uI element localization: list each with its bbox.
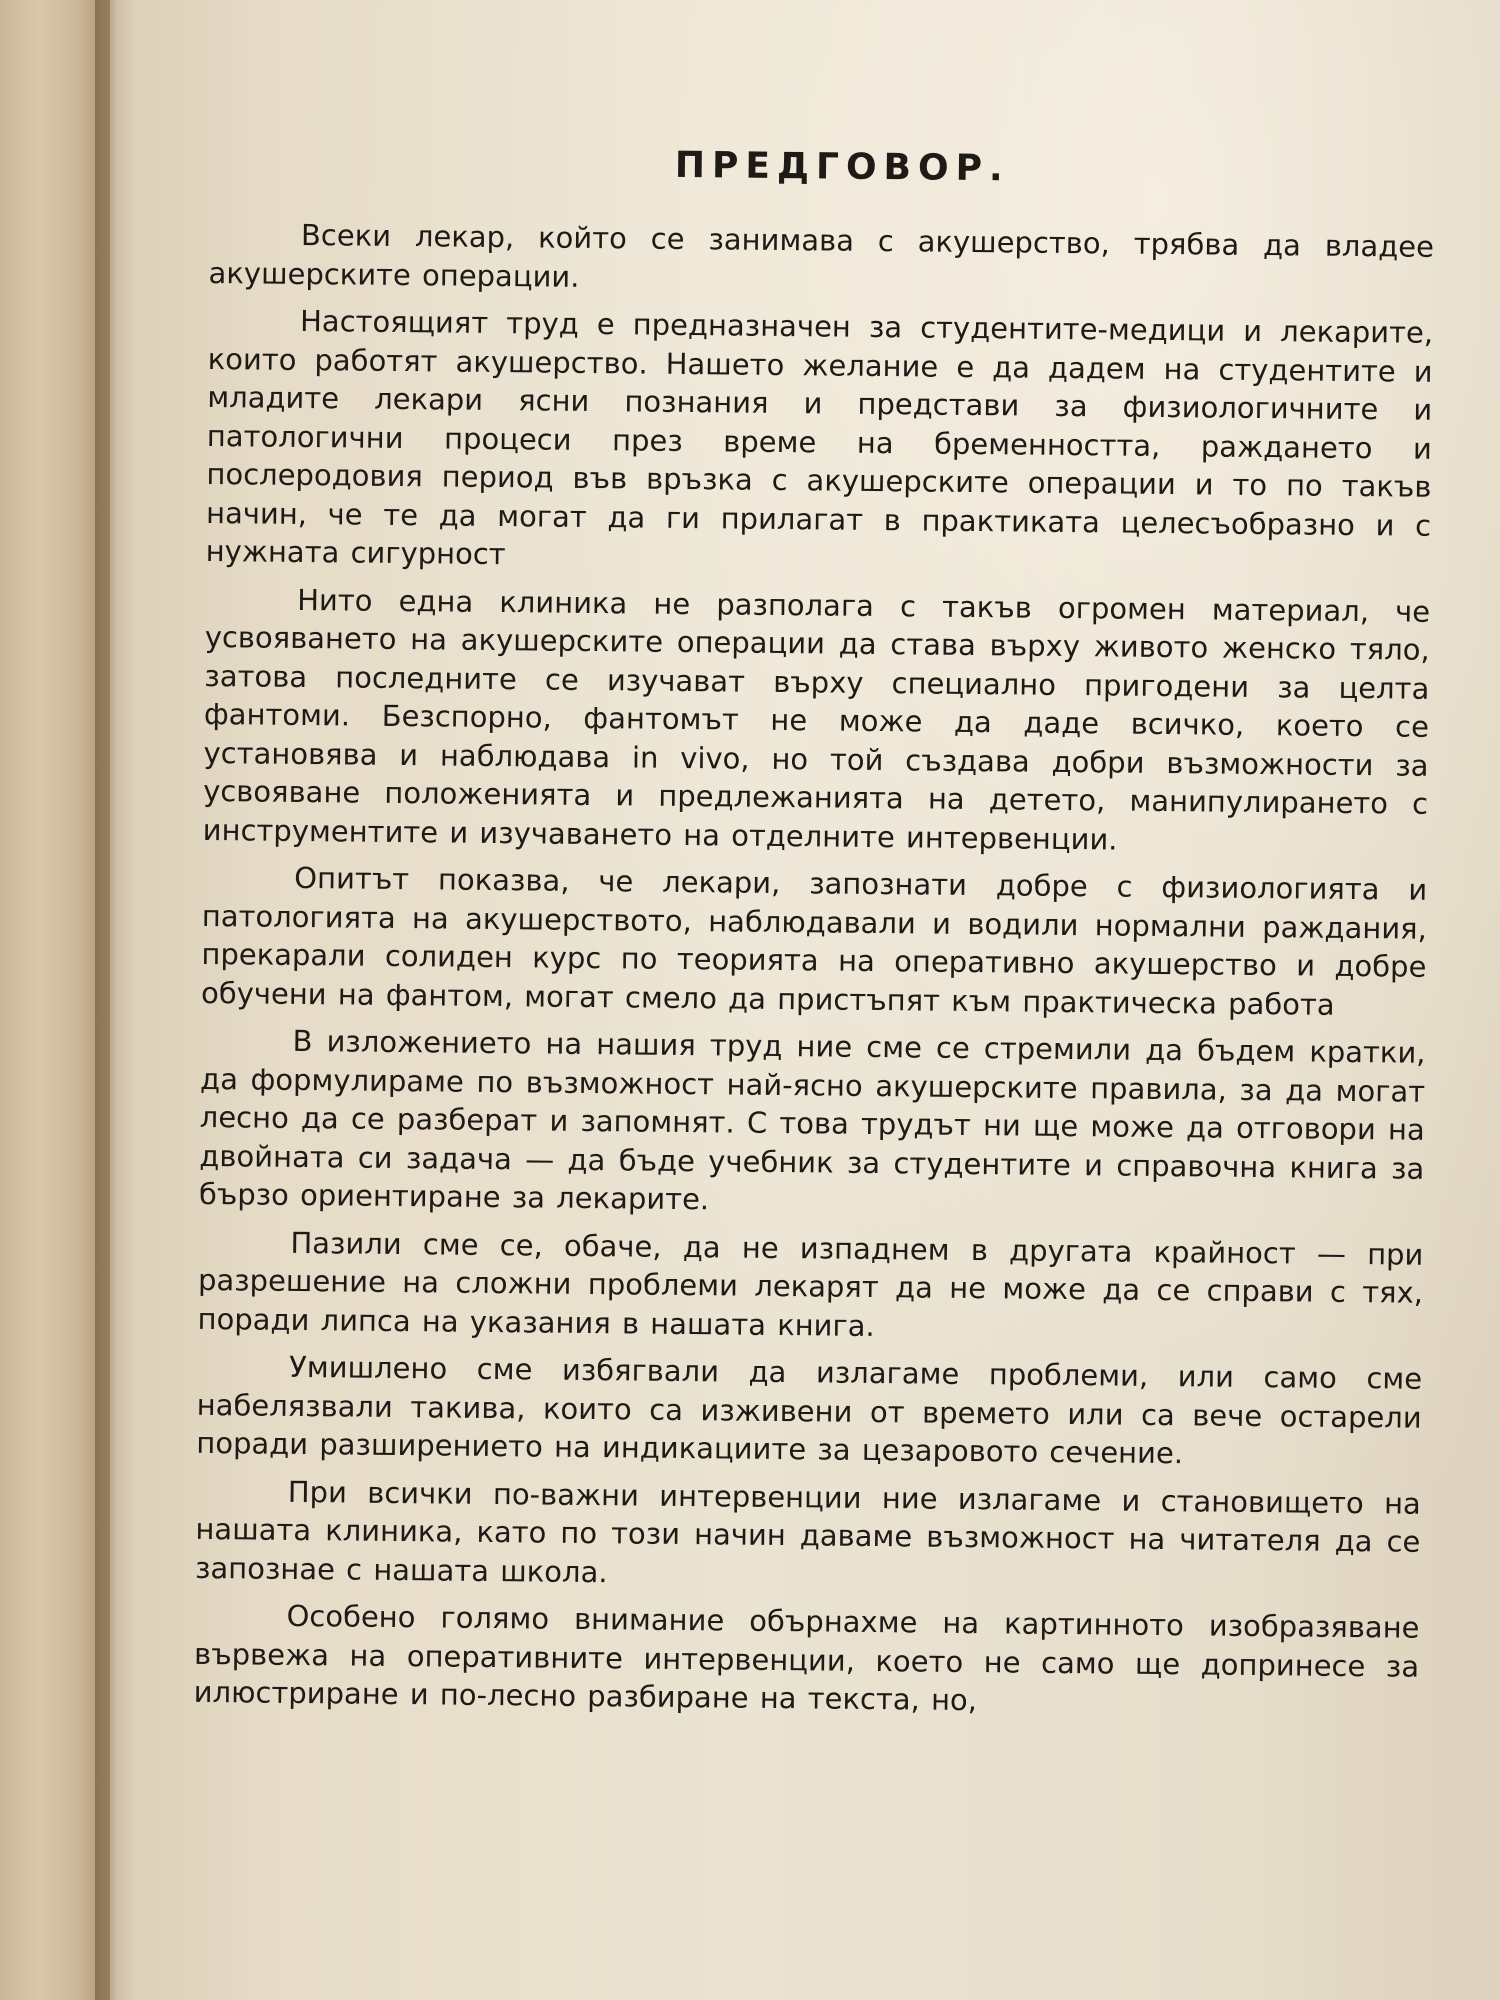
paragraph: При всички по-важни интервенции ние излагаме и становището на нашата клиника, като по този начин даваме възможност на читателя да се запознае с нашата школа.: [194, 1474, 1421, 1589]
page-gutter-shadow: [95, 0, 135, 2000]
paragraph: Пазили сме се, обаче, да не изпаднем в другата крайност — при разрешение на сложни проблеми лекарят да не може да се справи с тях, поради липса на указания в нашата книга.: [197, 1225, 1424, 1343]
paragraph: Всеки лекар, който се занимава с акушерство, трябва да владее акушерските операции.: [208, 217, 1435, 294]
paragraph: Опитът показва, че лекари, запознати добре с физиологията и патологията на акушерството, наблюдавали и водили нормални раждания, прекарали солиден курс по теорията на оперативно акушерство и добре обучени на фантом, могат смело да пристъпят към практическа работа: [200, 860, 1428, 1022]
page-text-block: [193, 140, 1434, 1733]
paragraph: В изложението на нашия труд ние сме се стремили да бъдем кратки, да формулираме по възможност най-ясно акушерските правила, за да могат лесно да се разберат и запомнят. С това трудът ни ще може да отговори на двойната си задача — да бъде учебник за студентите и справочна книга за бързо ориентиране за лекарите.: [198, 1023, 1426, 1217]
paragraph: Умишлено сме избягвали да излагаме проблеми, или само сме набелязвали такива, които са изживени от времето или са вече остарели поради разширението на индикациите за цезаровото сечение.: [196, 1349, 1423, 1471]
page-title: ПРЕДГОВОР.: [674, 144, 1010, 190]
paragraph: Особено голямо внимание обърнахме на картинното изобразяване вървежа на оперативните интервенции, което не само ще допринесе за илюстриране и по-лесно разбиране на текста, но,: [193, 1598, 1420, 1718]
paragraph: Настоящият труд е предназначен за студентите-медици и лекарите, които работят акушерство. Нашето желание е да дадем на студентите и младите лекари ясни познания и представи за физиологичните и патологични процеси през време на бременността, раждането и послеродовия период във връзка с акушерските операции и то по такъв начин, че те да могат да ги прилагат в практиката целесъобразно и с нужната сигурност: [205, 303, 1434, 572]
book-page: [115, 0, 1500, 2000]
previous-page-edge: [0, 0, 110, 2000]
paragraph: Нито една клиника не разполага с такъв огромен материал, че усвояването на акушерските операции да става върху живото женско тяло, затова последните се изучават върху специално пригодени за целта фантоми. Безспорно, фантомът не може да даде всичко, което се установява и наблюдава in vivo, но той създава добри възможности за усвояване положенията и предлежанията на детето, манипулирането с инструментите и изучаването на отделните интервенции.: [202, 582, 1431, 857]
